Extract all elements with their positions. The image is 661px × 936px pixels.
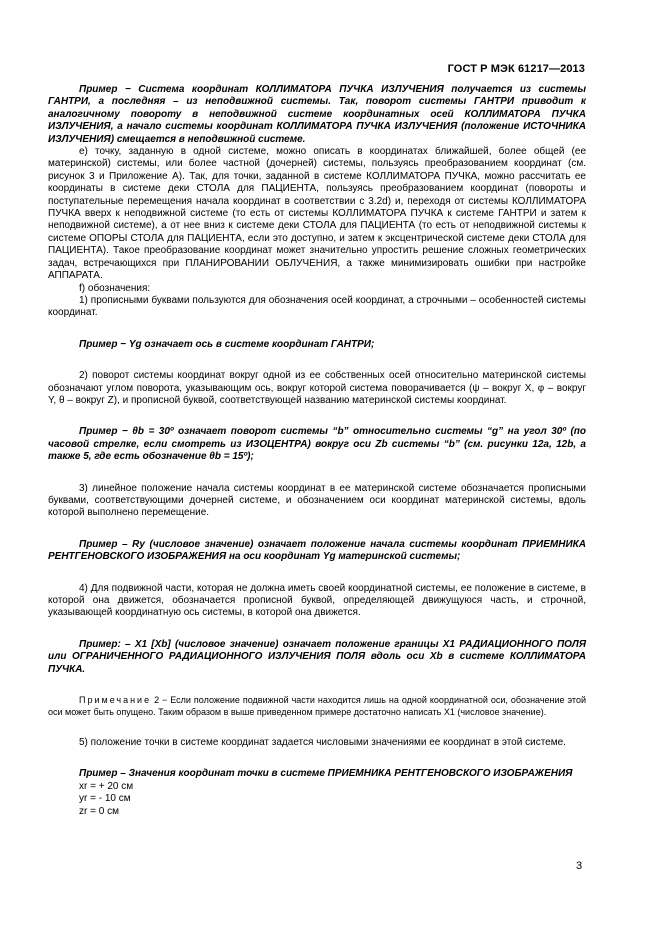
page-number: 3 xyxy=(576,860,583,872)
coordinate-value: zr = 0 см xyxy=(79,805,119,817)
note-label: Примечание xyxy=(79,695,152,706)
example-paragraph: Пример − Yg означает ось в системе координат ГАНТРИ; xyxy=(79,338,375,350)
note-text: 2 − Если положение подвижной части находится лишь на одной координатной оси, обозначение этой оси может быть опущено. Таким образом в выше приведенном примере достаточно написать X1 (числовое значение). xyxy=(48,695,586,717)
list-item-4: 4) Для подвижной части, которая не должна иметь своей координатной системы, ее положение в системе, в которой она движется, обозначается прописной буквой, определяющей движущуюся часть, и строчной, указывающей координатную ось системы, в которой она движется. xyxy=(48,582,586,619)
note-paragraph xyxy=(48,695,586,718)
example-paragraph: Пример − θb = 30º означает поворот системы “b” относительно системы “g” на угол 30º (по часовой стрелке, если смотреть из ИЗОЦЕНТРА) вокруг оси Zb системы “b” (см. рисунки 12a, 12b, а также 5, где есть обозначение θb = 15º); xyxy=(48,426,586,463)
coordinate-value: yr = - 10 см xyxy=(79,793,131,805)
coordinate-value: xr = + 20 см xyxy=(79,780,134,792)
example-paragraph: Пример − Система координат КОЛЛИМАТОРА ПУЧКА ИЗЛУЧЕНИЯ получается из системы ГАНТРИ, а последняя – из неподвижной системы. Так, поворот системы ГАНТРИ приводит к аналогичному повороту в неподвижной системе координатных осей КОЛЛИМАТОРА ПУЧКА ИЗЛУЧЕНИЯ, а начало системы координат КОЛЛИМАТОРА ПУЧКА ИЗЛУЧЕНИЯ (положение ИСТОЧНИКА ИЗЛУЧЕНИЯ) смещается в неподвижной системе. xyxy=(48,84,586,145)
example-paragraph: Пример: – X1 [Xb] (числовое значение) означает положение границы X1 РАДИАЦИОННОГО ПОЛЯ или ОГРАНИЧЕННОГО РАДИАЦИОННОГО ИЗЛУЧЕНИЯ ПОЛЯ вдоль оси Xb в системе КОЛЛИМАТОРА ПУЧКА. xyxy=(48,638,586,675)
list-item-3: 3) линейное положение начала системы координат в ее материнской системе обозначается прописными буквами, соответствующими дочерней системе, и обозначением оси координат материнской системы, вдоль которой выполнено перемещение. xyxy=(48,482,586,519)
list-item-2: 2) поворот системы координат вокруг одной из ее собственных осей относительно материнской системы обозначают углом поворота, указывающим ось, вокруг которой система поворачивается (ψ – вокруг X, φ – вокруг Y, θ – вокруг Z), и прописной буквой, соответствующей названию материнской системы координат. xyxy=(48,370,586,406)
document-header: ГОСТ Р МЭК 61217—2013 xyxy=(447,63,585,75)
example-paragraph: Пример – Ry (числовое значение) означает положение начала системы координат ПРИЕМНИКА РЕНТГЕНОВСКОГО ИЗОБРАЖЕНИЯ на оси координат Yg материнской системы; xyxy=(48,538,586,563)
list-item-e: e) точку, заданную в одной системе, можно описать в координатах ближайшей, более общей (ее материнской) системы, или более частной (дочерней) системы, пользуясь преобразованием координат (см. рисунок 3 и Приложение А). Так, для точки, заданной в системе КОЛЛИМАТОРА ПУЧКА, можно рассчитать ее координаты в системе деки СТОЛА для ПАЦИЕНТА, пользуясь преобразованием координат (повороты и поступательные перемещения начала координат в соответствии с 3.2d) и, переходя от системы КОЛЛИМАТОРА ПУЧКА вверх к неподвижной системе (то есть от системы КОЛЛИМАТОРА ПУЧКА к системе ГАНТРИ и затем к неподвижной системе), а от нее вниз к системе деки СТОЛА для ПАЦИЕНТА (то есть от неподвижной системы к системе ОПОРЫ СТОЛА для ПАЦИЕНТА, если это доступно, и затем к эксцентрической системе деки СТОЛА для ПАЦИЕНТА). Такое преобразование координат может значительно упростить решение сложных геометрических задач, встречающихся при ПЛАНИРОВАНИИ ОБЛУЧЕНИЯ, а также минимизировать ошибки при настройке АППАРАТА. xyxy=(48,146,586,282)
example-paragraph: Пример – Значения координат точки в системе ПРИЕМНИКА РЕНТГЕНОВСКОГО ИЗОБРАЖЕНИЯ xyxy=(79,768,573,780)
list-item-1: 1) прописными буквами пользуются для обозначения осей координат, а строчными – особенностей системы координат. xyxy=(48,294,586,319)
list-item-5: 5) положение точки в системе координат задается числовыми значениями ее координат в этой системе. xyxy=(79,737,566,749)
document-body xyxy=(48,84,586,818)
list-item-f: f) обозначения: xyxy=(79,282,151,294)
